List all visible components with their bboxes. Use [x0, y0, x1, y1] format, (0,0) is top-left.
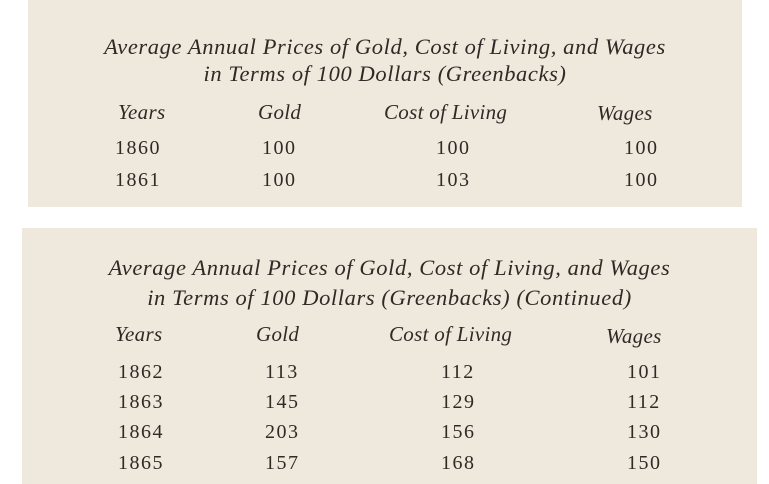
- cell-cost-of-living: 168: [441, 452, 476, 474]
- column-header-wages: Wages: [606, 324, 662, 348]
- cell-gold: 203: [265, 421, 300, 443]
- cell-wages: 130: [627, 421, 662, 443]
- cell-years: 1861: [115, 169, 161, 191]
- table-panel-top: [28, 0, 742, 207]
- cell-gold: 100: [262, 137, 297, 159]
- cell-wages: 150: [627, 452, 662, 474]
- cell-gold: 100: [262, 169, 297, 191]
- column-header-wages: Wages: [597, 101, 653, 125]
- table-title-line-1: Average Annual Prices of Gold, Cost of Living, and Wages: [104, 34, 666, 59]
- column-header-cost-of-living: Cost of Living: [389, 322, 513, 346]
- column-header-years: Years: [118, 100, 166, 124]
- column-header-cost-of-living: Cost of Living: [384, 100, 508, 124]
- cell-gold: 157: [265, 452, 300, 474]
- cell-cost-of-living: 112: [441, 361, 475, 383]
- table-title-line-2: in Terms of 100 Dollars (Greenbacks) (Continued): [147, 285, 632, 310]
- column-header-gold: Gold: [258, 100, 302, 124]
- table-title-line-2: in Terms of 100 Dollars (Greenbacks): [203, 61, 567, 86]
- column-header-years: Years: [115, 322, 163, 346]
- cell-wages: 101: [627, 361, 662, 383]
- table-title-line-1: Average Annual Prices of Gold, Cost of Living, and Wages: [108, 255, 671, 280]
- cell-gold: 113: [265, 361, 299, 383]
- cell-wages: 100: [624, 137, 659, 159]
- cell-cost-of-living: 100: [436, 137, 471, 159]
- cell-cost-of-living: 156: [441, 421, 476, 443]
- cell-years: 1865: [118, 452, 164, 474]
- cell-years: 1864: [118, 421, 164, 443]
- cell-gold: 145: [265, 391, 300, 413]
- cell-cost-of-living: 129: [441, 391, 476, 413]
- cell-wages: 112: [627, 391, 661, 413]
- cell-years: 1862: [118, 361, 164, 383]
- cell-years: 1860: [115, 137, 161, 159]
- cell-cost-of-living: 103: [436, 169, 471, 191]
- cell-wages: 100: [624, 169, 659, 191]
- table-panel-bottom: [22, 228, 757, 484]
- column-header-gold: Gold: [256, 322, 300, 346]
- cell-years: 1863: [118, 391, 164, 413]
